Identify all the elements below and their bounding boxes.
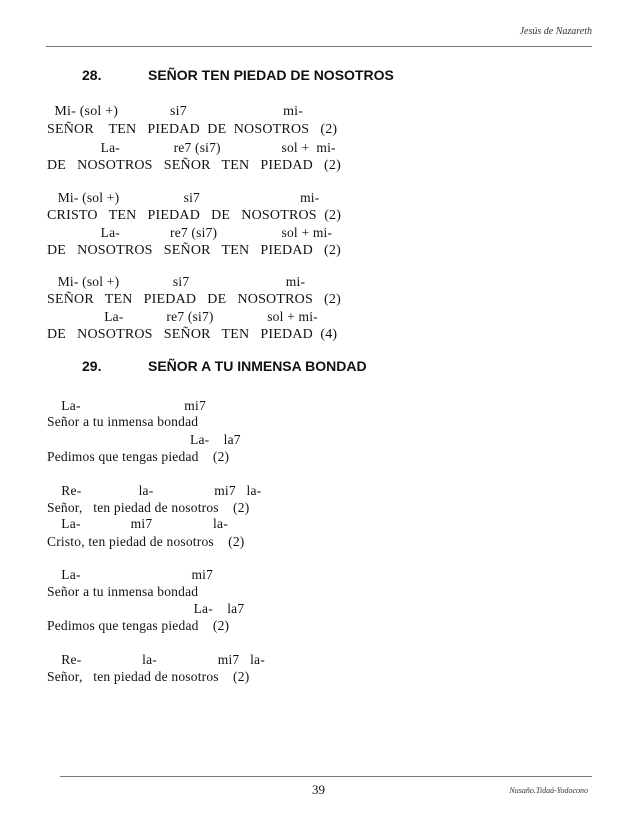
song-title-text: SEÑOR A TU INMENSA BONDAD (148, 358, 367, 374)
chord-line: La- mi7 (47, 567, 214, 582)
footer-rule (60, 776, 592, 777)
running-header: Jesús de Nazareth (519, 26, 592, 37)
chord-line: La- re7 (si7) sol + mi- (47, 309, 318, 324)
lyric-line: SEÑOR TEN PIEDAD DE NOSOTROS (2) (47, 292, 341, 307)
chord-line: La- mi7 la- (47, 516, 228, 531)
lyric-line: DE NOSOTROS SEÑOR TEN PIEDAD (2) (47, 243, 341, 258)
chord-line: La- re7 (si7) sol + mi- (47, 225, 333, 240)
chord-line: Mi- (sol +) si7 mi- (47, 190, 320, 205)
page-number: 39 (312, 782, 325, 797)
song-title-text: SEÑOR TEN PIEDAD DE NOSOTROS (148, 67, 394, 83)
song-number: 28. (82, 67, 102, 83)
lyric-line: SEÑOR TEN PIEDAD DE NOSOTROS (2) (47, 122, 338, 137)
lyric-line: Pedimos que tengas piedad (2) (47, 449, 230, 464)
lyric-line: Señor a tu inmensa bondad (47, 414, 199, 429)
chord-line: La- la7 (47, 601, 245, 616)
lyric-line: Señor, ten piedad de nosotros (2) (47, 669, 250, 684)
lyric-line: Señor a tu inmensa bondad (47, 584, 199, 599)
song-title-28 (82, 67, 394, 83)
chord-line: Re- la- mi7 la- (47, 652, 265, 667)
chord-line: Mi- (sol +) si7 mi- (47, 274, 306, 289)
song-number: 29. (82, 358, 102, 374)
chord-line: La- re7 (si7) sol + mi- (47, 140, 336, 155)
chord-line: Re- la- mi7 la- (47, 483, 262, 498)
lyric-line: Señor, ten piedad de nosotros (2) (47, 500, 250, 515)
lyric-line: DE NOSOTROS SEÑOR TEN PIEDAD (4) (47, 327, 338, 342)
lyric-line: Cristo, ten piedad de nosotros (2) (47, 534, 245, 549)
footer-credit: Nusaño.Tidaá-Yodocono (509, 786, 588, 795)
lyric-line: DE NOSOTROS SEÑOR TEN PIEDAD (2) (47, 158, 341, 173)
chord-line: La- la7 (47, 432, 241, 447)
lyric-line: Pedimos que tengas piedad (2) (47, 618, 230, 633)
header-rule (46, 46, 592, 47)
chord-line: La- mi7 (47, 398, 206, 413)
song-title-29 (82, 358, 367, 374)
lyric-line: CRISTO TEN PIEDAD DE NOSOTROS (2) (47, 208, 342, 223)
chord-line: Mi- (sol +) si7 mi- (47, 104, 304, 119)
